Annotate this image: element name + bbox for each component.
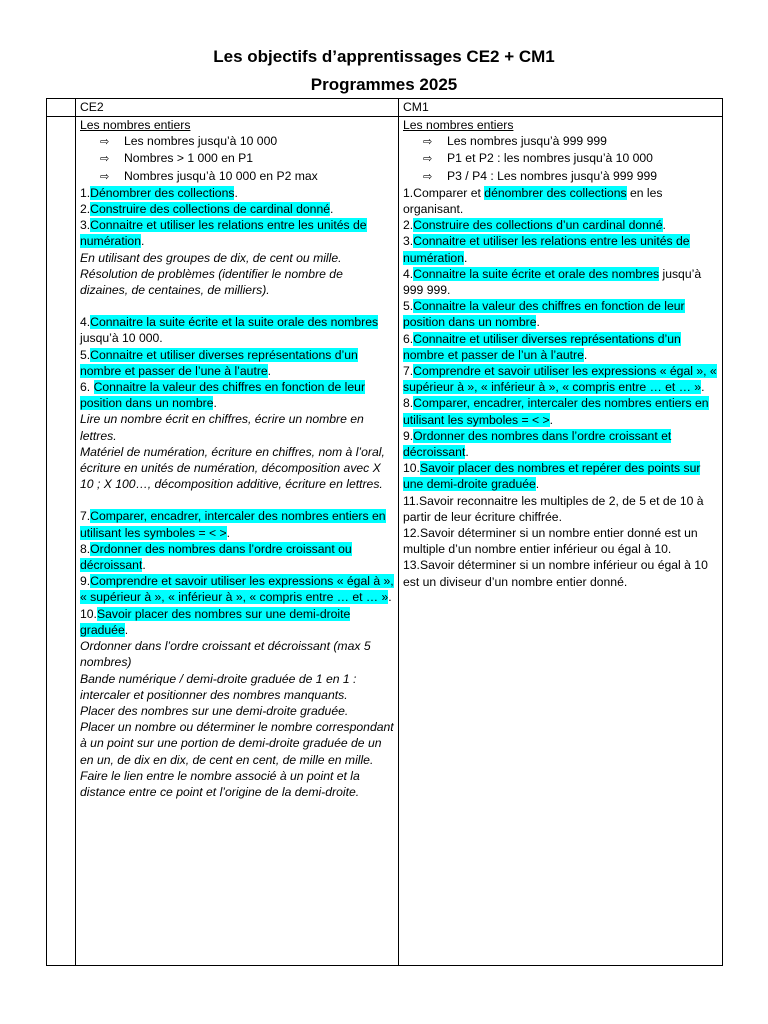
right-arrow-outline-icon: ⇨ (100, 152, 110, 166)
highlighted-text: Dénombrer des collections (90, 185, 235, 200)
highlighted-text: Connaitre la suite écrite et la suite orale des nombres (90, 315, 379, 330)
objective-text: . (140, 234, 145, 249)
empty-body-cell (47, 117, 76, 966)
bullet-text: Nombres > 1 000 en P1 (124, 151, 254, 166)
objective-text: 3. (403, 234, 414, 249)
italic-note: Placer un nombre ou déterminer le nombre correspondant à un point sur une portion de demi-droite graduée de un en un, de dix en dix, de cent en cent, de mille en mille. (80, 720, 394, 767)
objective-text: 8. (403, 396, 414, 411)
highlighted-text: Connaitre et utiliser diverses représentations d’un nombre et passer de l’un à l’autre (403, 331, 681, 362)
right-arrow-outline-icon: ⇨ (423, 135, 433, 149)
ce2-objective (80, 606, 394, 638)
ce2-objectives (80, 185, 394, 800)
right-arrow-outline-icon: ⇨ (100, 135, 110, 149)
objective-text: 5. (80, 347, 91, 362)
cm1-bullet (403, 133, 718, 150)
objective-text: . (330, 202, 334, 217)
cm1-objective (403, 298, 718, 330)
right-arrow-outline-icon: ⇨ (423, 169, 433, 183)
ce2-objective (80, 719, 394, 768)
cm1-objective (403, 428, 718, 460)
ce2-objective (80, 768, 394, 800)
ce2-bullet (80, 150, 394, 167)
cm1-bullet (403, 150, 718, 167)
objective-text: 7. (80, 509, 91, 524)
italic-note: Matériel de numération, écriture en chiffres, nom à l’oral, écriture en unités de numération, décomposition avec X 10 ; X 100…, décomposition additive, écriture en lettres. (80, 444, 385, 492)
ce2-heading: Les nombres entiers (80, 118, 191, 132)
ce2-objective (80, 250, 394, 299)
highlighted-text: Ordonner des nombres dans l’ordre croissant ou décroissant (80, 541, 352, 573)
objective-text: . (213, 396, 217, 411)
objective-text: 5. (403, 299, 414, 314)
cm1-objectives (403, 185, 718, 590)
objective-text: . (662, 218, 666, 233)
right-arrow-outline-icon: ⇨ (100, 169, 110, 183)
objective-text: . (535, 477, 540, 492)
italic-note: Placer des nombres sur une demi-droite graduée. (80, 703, 349, 718)
ce2-cell (76, 117, 399, 966)
cm1-objective (403, 525, 718, 557)
italic-note: Bande numérique / demi-droite graduée de 1 en 1 : intercaler et positionner des nombres manquants. (80, 671, 357, 702)
objective-text: . (388, 590, 392, 605)
highlighted-text: Construire des collections d’un cardinal donné (413, 218, 663, 233)
ce2-bullet-list (80, 133, 394, 185)
ce2-objective (80, 379, 394, 411)
objective-text: 4. (403, 266, 414, 281)
document-subtitle: Programmes 2025 (310, 75, 458, 94)
spacer (80, 492, 394, 508)
objectives-table (46, 98, 723, 966)
ce2-bullet (80, 133, 394, 150)
objective-text: . (267, 363, 272, 378)
objective-text: . (583, 347, 588, 362)
highlighted-text: Ordonner des nombres dans l’ordre croissant et décroissant (403, 428, 672, 460)
ce2-header: CE2 (76, 99, 399, 117)
objective-text: 9. (80, 574, 91, 589)
objective-text: . (463, 250, 468, 265)
document-title: Les objectifs d’apprentissages CE2 + CM1 (213, 47, 555, 66)
objective-text: . (701, 380, 705, 395)
cm1-cell (399, 117, 723, 966)
objective-text: . (124, 622, 129, 637)
ce2-objective (80, 185, 394, 201)
bullet-text: Nombres jusqu’à 10 000 en P2 max (124, 168, 318, 183)
cm1-objective (403, 493, 718, 525)
objective-text: 10. (403, 461, 420, 476)
objective-text: . (549, 412, 554, 427)
cm1-objective (403, 395, 718, 427)
cm1-objective (403, 331, 718, 363)
cm1-heading: Les nombres entiers (403, 118, 514, 132)
ce2-objective (80, 411, 394, 443)
italic-note: En utilisant des groupes de dix, de cent ou mille. Résolution de problèmes (identifier le nombre de dizaines, de centaines, de milliers). (80, 250, 343, 298)
cm1-bullet-list (403, 133, 718, 185)
ce2-objective (80, 314, 394, 346)
cm1-bullet (403, 168, 718, 185)
objective-text: 10. (80, 606, 97, 621)
cm1-header: CM1 (399, 99, 723, 117)
highlighted-text: Comprendre et savoir utiliser les expressions « égal », « supérieur à », « inférieur à », « compris entre … et … » (403, 364, 717, 395)
objective-text: 9. (403, 428, 414, 443)
highlighted-text: Comprendre et savoir utiliser les expressions « égal à », « supérieur à », « inférieur à », « compris entre … et … » (80, 574, 394, 605)
italic-note: Ordonner dans l’ordre croissant et décroissant (max 5 nombres) (80, 639, 371, 670)
objective-text: . (142, 558, 146, 573)
ce2-bullet (80, 168, 394, 185)
objective-text: en les organisant. (403, 185, 663, 217)
objective-text: 12.Savoir déterminer si un nombre entier donné est un multiple d’un nombre entier inférieur ou égal à 10. (403, 526, 698, 557)
ce2-objective (80, 573, 394, 605)
objective-text: jusqu’à 10 000. (80, 331, 163, 346)
objective-text: 1. (80, 185, 91, 200)
highlighted-text: Connaitre la valeur des chiffres en fonction de leur position dans un nombre (403, 299, 685, 330)
objective-text: 8. (80, 541, 91, 556)
objective-text: 13.Savoir déterminer si un nombre inférieur ou égal à 10 est un diviseur d’un nombre entier donné. (403, 558, 708, 589)
ce2-objective (80, 541, 394, 573)
ce2-objective (80, 217, 394, 249)
cm1-objective (403, 266, 718, 298)
objective-text: 2. (80, 202, 91, 217)
objective-text: . (465, 445, 469, 460)
highlighted-text: dénombrer des collections (484, 185, 627, 200)
objective-text: 6. (403, 331, 414, 346)
objective-text: 7. (403, 364, 414, 379)
highlighted-text: Connaitre la suite écrite et orale des nombres (413, 266, 660, 281)
highlighted-text: Savoir placer des nombres sur une demi-droite graduée (80, 606, 351, 637)
bullet-text: Les nombres jusqu’à 10 000 (124, 134, 278, 149)
objective-text: . (536, 315, 540, 330)
italic-note: Faire le lien entre le nombre associé à un point et la distance entre ce point et l’origine de la demi-droite. (80, 768, 360, 799)
bullet-text: P1 et P2 : les nombres jusqu’à 10 000 (447, 151, 653, 166)
highlighted-text: Comparer, encadrer, intercaler des nombres entiers en utilisant les symboles = < > (403, 396, 709, 427)
objective-text: . (234, 185, 238, 200)
ce2-objective (80, 703, 394, 719)
cm1-objective (403, 363, 718, 395)
highlighted-text: Connaitre et utiliser diverses représentations d’un nombre et passer de l’une à l’autre (80, 347, 358, 378)
highlighted-text: Connaitre et utiliser les relations entre les unités de numération (403, 234, 690, 265)
cm1-objective (403, 217, 718, 233)
highlighted-text: Comparer, encadrer, intercaler des nombres entiers en utilisant les symboles = < > (80, 509, 386, 540)
cm1-objective (403, 460, 718, 492)
objective-text: jusqu’à 999 999. (403, 266, 702, 298)
cm1-objective (403, 557, 718, 589)
objective-text: 11.Savoir reconnaitre les multiples de 2, de 5 et de 10 à partir de leur écriture chiffrée. (403, 493, 704, 524)
ce2-objective (80, 444, 394, 493)
objective-text: 6. (80, 380, 94, 395)
ce2-objective (80, 347, 394, 379)
table-body-row (47, 117, 723, 966)
highlighted-text: Construire des collections de cardinal donné (90, 202, 331, 217)
cm1-objective (403, 233, 718, 265)
ce2-objective (80, 638, 394, 670)
ce2-objective (80, 201, 394, 217)
table-header-row (47, 99, 723, 117)
highlighted-text: Savoir placer des nombres et repérer des points sur une demi-droite graduée (403, 461, 701, 492)
empty-header-cell (47, 99, 76, 117)
highlighted-text: Connaitre et utiliser les relations entre les unités de numération (80, 218, 367, 249)
ce2-objective (80, 508, 394, 540)
highlighted-text: Connaitre la valeur des chiffres en fonction de leur position dans un nombre (80, 380, 366, 411)
italic-note: Lire un nombre écrit en chiffres, écrire un nombre en lettres. (80, 412, 364, 443)
bullet-text: Les nombres jusqu’à 999 999 (447, 134, 607, 149)
right-arrow-outline-icon: ⇨ (423, 152, 433, 166)
cm1-objective (403, 185, 718, 217)
bullet-text: P3 / P4 : Les nombres jusqu’à 999 999 (447, 168, 658, 183)
objective-text: 2. (403, 218, 414, 233)
objective-text: 4. (80, 315, 91, 330)
objective-text: 3. (80, 218, 91, 233)
objective-text: 1.Comparer et (403, 185, 485, 200)
ce2-objective (80, 671, 394, 703)
objective-text: . (226, 525, 231, 540)
spacer (80, 298, 394, 314)
